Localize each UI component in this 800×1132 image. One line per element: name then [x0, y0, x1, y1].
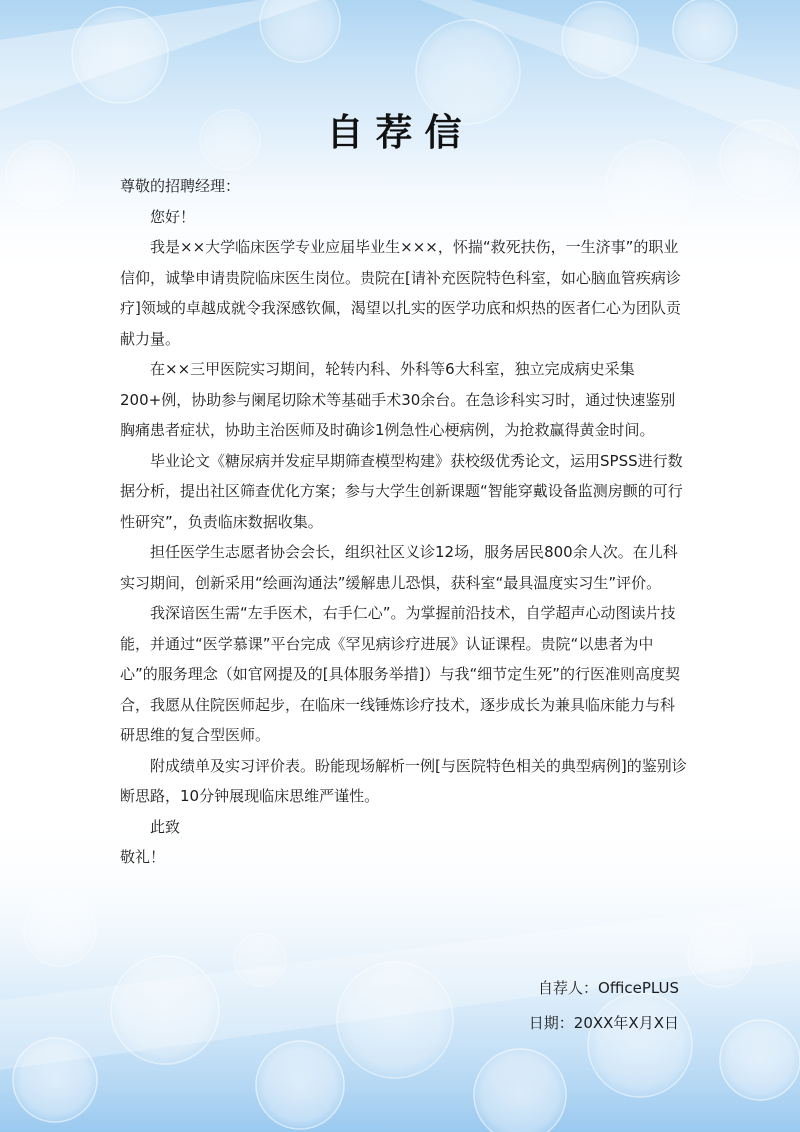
signer: 自荐人：OfficePLUS	[538, 979, 679, 997]
paragraph-volunteer: 担任医学生志愿者协会会长，组织社区义诊12场，服务居民800余人次。在儿科实习期间，创新采用“绘画沟通法”缓解患儿恐惧，获科室“最具温度实习生”评价。	[120, 543, 678, 592]
paragraph-attachment: 附成绩单及实习评价表。盼能现场解析一例[与医院特色相关的典型病例]的鉴别诊断思路，10分钟展现临床思维严谨性。	[120, 756, 687, 805]
page-title: 自荐信	[326, 111, 474, 154]
regards: 敬礼！	[120, 848, 166, 866]
greeting: 您好！	[150, 207, 196, 226]
salutation: 尊敬的招聘经理：	[120, 177, 241, 195]
paragraph-philosophy: 我深谙医生需“左手医术，右手仁心”。为掌握前沿技术，自学超声心动图读片技能，并通过“医学慕课”平台完成《罕见病诊疗进展》认证课程。贵院“以患者为中心”的服务理念（如官网提及的[具体服务举措]）与我“细节定生死”的行医准则高度契合，我愿从住院医师起步，在临床一线锤炼诊疗技术，逐步成长为兼具临床能力与科研思维的复合型医师。	[120, 604, 681, 744]
closing: 此致	[150, 817, 181, 836]
paragraph-intro: 我是××大学临床医学专业应届毕业生×××，怀揣“救死扶伤，一生济事”的职业信仰，诚挚申请贵院临床医生岗位。贵院在[请补充医院特色科室，如心脑血管疾病诊疗]领域的卓越成就令我深感钦佩，渴望以扎实的医学功底和炽热的医者仁心为团队贡献力量。	[120, 238, 681, 348]
signature-block	[529, 971, 679, 1041]
letter-body	[120, 171, 688, 873]
paragraph-internship: 在××三甲医院实习期间，轮转内科、外科等6大科室，独立完成病史采集200+例，协助参与阑尾切除术等基础手术30余台。在急诊科实习时，通过快速鉴别胸痛患者症状，协助主治医师及时确诊1例急性心梗病例，为抢救赢得黄金时间。	[120, 360, 676, 439]
date: 日期：20XX年X月X日	[528, 1014, 679, 1032]
paragraph-research: 毕业论文《糖尿病并发症早期筛查模型构建》获校级优秀论文，运用SPSS进行数据分析，提出社区筛查优化方案；参与大学生创新课题“智能穿戴设备监测房颤的可行性研究”，负责临床数据收集。	[120, 451, 683, 531]
